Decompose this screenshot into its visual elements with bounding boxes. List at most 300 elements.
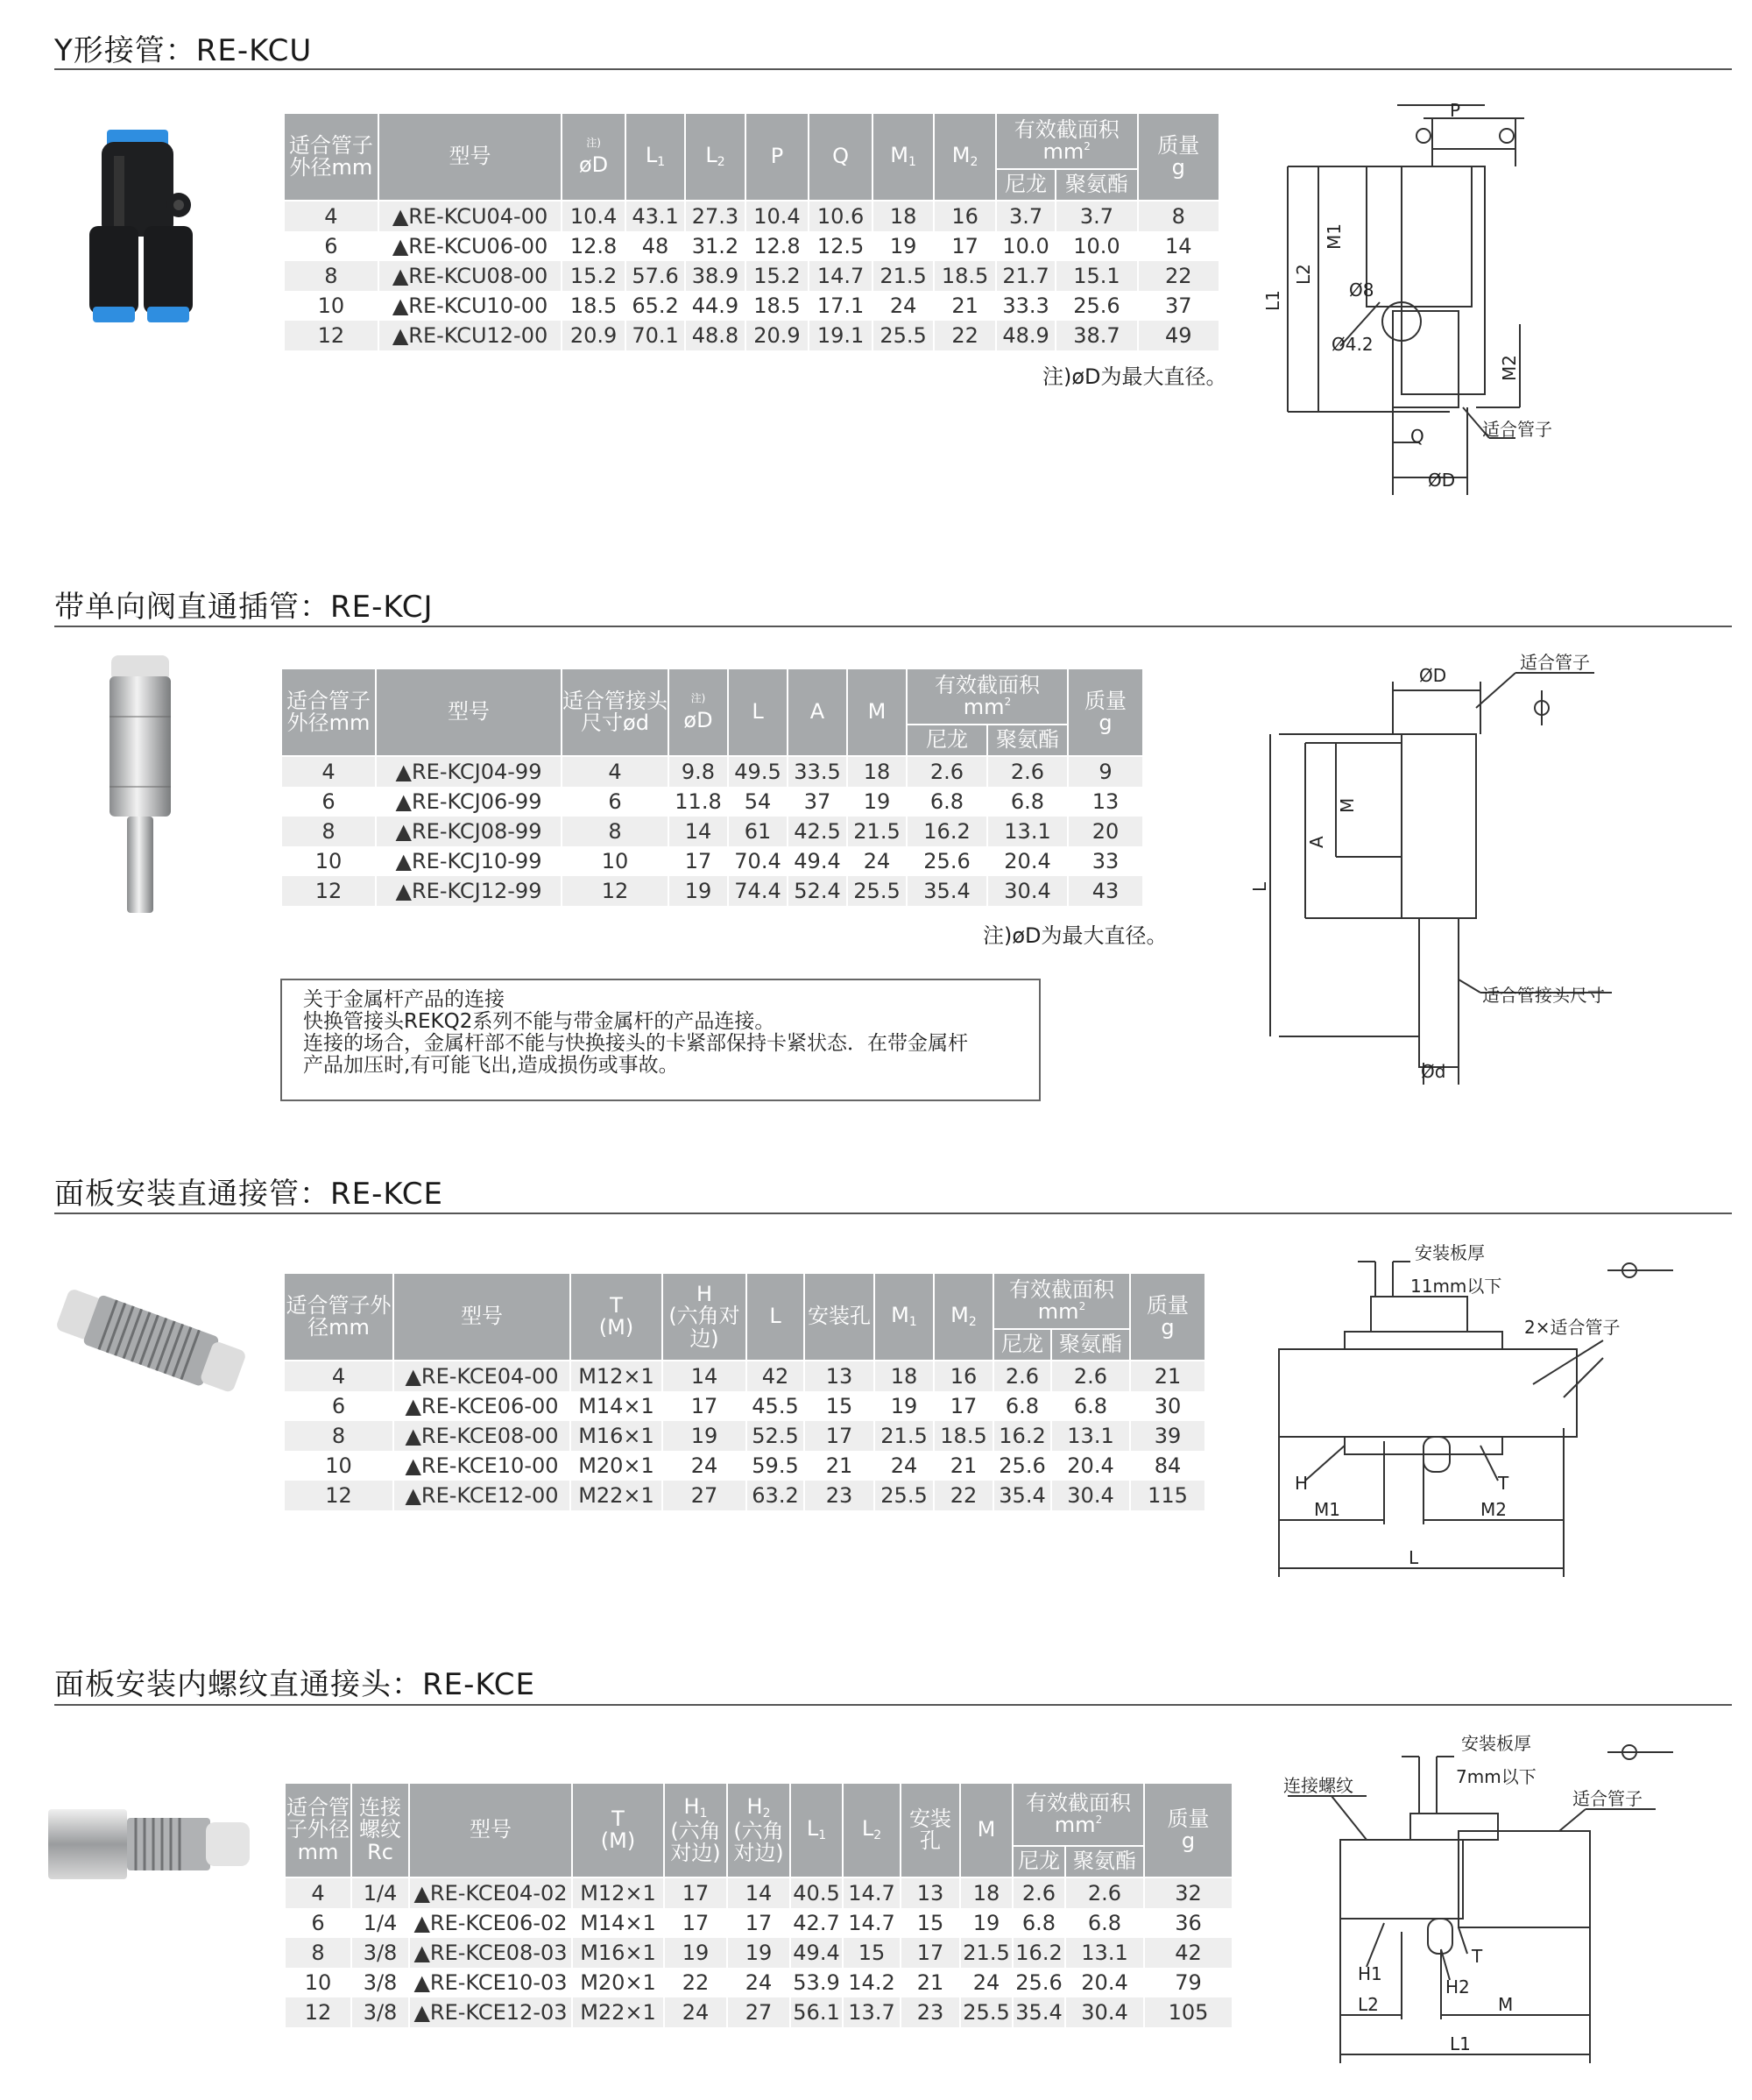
- section-title-kce-female: 面板安装内螺纹直通接头：RE-KCE: [54, 1667, 536, 1702]
- table-cell: 16.2: [1013, 1938, 1065, 1968]
- col-od: [562, 113, 625, 201]
- col-t-unit: (M): [600, 1828, 636, 1853]
- col-l: L: [746, 1273, 804, 1361]
- col-model: 型号: [393, 1273, 570, 1361]
- table-cell: 35.4: [1013, 1997, 1065, 2027]
- table-cell: 27: [727, 1997, 790, 2027]
- section-title-kcu: Y形接管：RE-KCU: [54, 33, 313, 68]
- table-cell: 11.8: [668, 787, 728, 817]
- table-cell: ▲RE-KCU04-00: [378, 201, 562, 231]
- table-cell: 8: [281, 817, 376, 846]
- table-cell: 16: [934, 201, 996, 231]
- table-cell: 12.5: [809, 231, 872, 261]
- col-m1: [874, 1273, 934, 1361]
- col-l2: [685, 113, 745, 201]
- table-cell: 30.4: [1065, 1997, 1144, 2027]
- table-cell: 30.4: [987, 876, 1068, 906]
- col-mass: [1138, 113, 1219, 201]
- table-row: [284, 321, 1219, 350]
- table-cell: 42: [746, 1361, 804, 1391]
- col-mass-unit: g: [1099, 711, 1113, 735]
- table-cell: 48: [625, 231, 685, 261]
- table-cell: 43.1: [625, 201, 685, 231]
- table-cell: 13: [804, 1361, 874, 1391]
- table-cell: 2.6: [987, 756, 1068, 787]
- table-cell: 13.1: [1065, 1938, 1144, 1968]
- label-tube: 适合管子: [1572, 1788, 1642, 1809]
- product-photo-kce-female: [44, 1796, 254, 1892]
- spec-table-kcj: [280, 668, 1144, 906]
- table-cell: 17.1: [809, 291, 872, 321]
- table-cell: ▲RE-KCU10-00: [378, 291, 562, 321]
- col-l1-label: L: [645, 143, 658, 168]
- table-cell: 63.2: [746, 1481, 804, 1510]
- col-l1-sub: 1: [657, 155, 666, 170]
- col-hole: 安装孔: [804, 1273, 874, 1361]
- table-cell: 17: [664, 1908, 727, 1938]
- table-cell: 6: [281, 787, 376, 817]
- col-h2-hex: (六角对边): [733, 1818, 784, 1865]
- dim-t: T: [1498, 1473, 1509, 1494]
- col-area-sup: 2: [1084, 140, 1091, 152]
- table-cell: 17: [901, 1938, 960, 1968]
- col-m2-label: M: [950, 1303, 969, 1328]
- dim-l1: L1: [1262, 290, 1283, 311]
- table-cell: 6: [562, 787, 668, 817]
- table-cell: 27.3: [685, 201, 745, 231]
- col-mass-unit: g: [1171, 155, 1185, 180]
- table-cell: 33.5: [788, 756, 847, 787]
- col-fit-size: 适合管接头尺寸ød: [562, 668, 668, 756]
- table-cell: 21.5: [874, 1421, 934, 1451]
- dim-l2: L2: [1293, 264, 1314, 285]
- col-mass-unit: g: [1161, 1315, 1175, 1340]
- col-m1-label: M: [891, 1303, 909, 1328]
- dim-h2: H2: [1445, 1976, 1470, 1997]
- drawing-kce: [1261, 1244, 1682, 1586]
- table-cell: 38.9: [685, 261, 745, 291]
- col-t: [570, 1273, 662, 1361]
- drawing-kcu: [1253, 92, 1552, 504]
- table-cell: 3/8: [351, 1938, 409, 1968]
- table-cell: 16.2: [907, 817, 987, 846]
- col-h: [662, 1273, 746, 1361]
- table-cell: ▲RE-KCJ04-99: [376, 756, 562, 787]
- table-cell: 21: [1130, 1361, 1205, 1391]
- section-divider: [54, 626, 1732, 627]
- warning-line: 快换管接头REKQ2系列不能与带金属杆的产品连接。: [303, 1010, 775, 1033]
- section-divider: [54, 68, 1732, 70]
- table-cell: 25.6: [993, 1451, 1051, 1481]
- col-mass-label: 质量: [1147, 1292, 1189, 1318]
- col-area-unit: mm: [963, 695, 1005, 719]
- table-cell: 14.7: [843, 1908, 901, 1938]
- dim-p: P: [1450, 100, 1461, 121]
- table-cell: 6.8: [1065, 1908, 1144, 1938]
- table-cell: 52.4: [788, 876, 847, 906]
- table-cell: 18: [960, 1877, 1013, 1908]
- table-cell: 18.5: [934, 261, 996, 291]
- table-cell: 20.9: [562, 321, 625, 350]
- table-row: [284, 1361, 1205, 1391]
- table-row: [284, 1481, 1205, 1510]
- table-cell: 12: [281, 876, 376, 906]
- table-cell: M14×1: [572, 1908, 664, 1938]
- table-cell: 35.4: [993, 1481, 1051, 1510]
- table-cell: 39: [1130, 1421, 1205, 1451]
- table-cell: 2.6: [1065, 1877, 1144, 1908]
- col-q: Q: [809, 113, 872, 201]
- col-model: 型号: [409, 1783, 572, 1877]
- table-cell: 14.7: [843, 1877, 901, 1908]
- table-cell: 49.4: [788, 846, 847, 876]
- col-l1: [790, 1783, 843, 1877]
- table-cell: 30: [1130, 1391, 1205, 1421]
- table-cell: 10: [281, 846, 376, 876]
- table-cell: 8: [284, 261, 378, 291]
- table-row: [281, 817, 1143, 846]
- table-cell: 10: [284, 291, 378, 321]
- table-cell: 27: [662, 1481, 746, 1510]
- col-area-unit: mm: [1037, 1299, 1079, 1324]
- spec-table-kce-female: [284, 1782, 1233, 2027]
- footnote-kcu: 注)øD为最大直径。: [1042, 364, 1227, 389]
- col-p: P: [745, 113, 809, 201]
- table-cell: 6: [285, 1908, 351, 1938]
- table-cell: 16.2: [993, 1421, 1051, 1451]
- table-cell: 3.7: [1056, 201, 1137, 231]
- table-cell: 38.7: [1056, 321, 1137, 350]
- drawing-kcj: [1249, 652, 1629, 1085]
- table-cell: M12×1: [572, 1877, 664, 1908]
- col-mass: [1130, 1273, 1205, 1361]
- table-row: [281, 756, 1143, 787]
- table-cell: ▲RE-KCJ12-99: [376, 876, 562, 906]
- footnote-kcj: 注)øD为最大直径。: [983, 923, 1168, 948]
- table-cell: ▲RE-KCE04-02: [409, 1877, 572, 1908]
- table-cell: 9: [1068, 756, 1143, 787]
- label-tube: 适合管子: [1520, 652, 1590, 673]
- table-cell: 19: [874, 1391, 934, 1421]
- warning-line: 关于金属杆产品的连接: [303, 988, 505, 1011]
- table-cell: 49.4: [790, 1938, 843, 1968]
- table-cell: 33.3: [996, 291, 1056, 321]
- table-cell: 10.0: [1056, 231, 1137, 261]
- dim-m2: M2: [1480, 1499, 1507, 1520]
- dim-t: T: [1472, 1946, 1483, 1967]
- col-m: M: [960, 1783, 1013, 1877]
- col-tube-od: 适合管子外径mm: [284, 1273, 393, 1361]
- col-l2-sub: 2: [873, 1828, 882, 1843]
- col-h-label: H: [696, 1282, 713, 1307]
- note-mark: 注): [690, 692, 706, 705]
- table-cell: 21.5: [872, 261, 935, 291]
- table-cell: 15.2: [562, 261, 625, 291]
- col-l2-label: L: [705, 143, 717, 168]
- table-cell: 8: [1138, 201, 1219, 231]
- col-od-label: øD: [683, 707, 713, 732]
- table-cell: M20×1: [570, 1451, 662, 1481]
- table-cell: 6.8: [1013, 1908, 1065, 1938]
- table-cell: 15: [804, 1391, 874, 1421]
- col-l1: [625, 113, 685, 201]
- table-row: [281, 787, 1143, 817]
- dim-l2: L2: [1358, 1994, 1379, 2015]
- col-area-sup: 2: [1004, 696, 1012, 708]
- dim-l1: L1: [1450, 2033, 1471, 2054]
- table-cell: 19: [664, 1938, 727, 1968]
- table-cell: 21: [934, 1451, 993, 1481]
- col-area-label: 有效截面积: [1026, 1790, 1131, 1815]
- col-m2-label: M: [951, 143, 971, 168]
- table-cell: 17: [664, 1877, 727, 1908]
- table-cell: ▲RE-KCU06-00: [378, 231, 562, 261]
- col-m2: [934, 113, 996, 201]
- col-h1: [664, 1783, 727, 1877]
- note-mark: 注): [586, 137, 601, 150]
- table-cell: 13.1: [987, 817, 1068, 846]
- table-cell: 14: [727, 1877, 790, 1908]
- table-cell: 4: [281, 756, 376, 787]
- label-plate-thickness: 安装板厚: [1415, 1242, 1485, 1263]
- table-cell: 14.2: [843, 1968, 901, 1997]
- table-cell: 42: [1144, 1938, 1233, 1968]
- table-cell: 25.5: [847, 876, 907, 906]
- table-cell: 14: [662, 1361, 746, 1391]
- table-cell: 4: [285, 1877, 351, 1908]
- col-h1-hex: (六角对边): [670, 1818, 721, 1865]
- table-cell: 115: [1130, 1481, 1205, 1510]
- table-cell: 12: [562, 876, 668, 906]
- table-cell: M12×1: [570, 1361, 662, 1391]
- table-cell: 4: [284, 1361, 393, 1391]
- col-h2-sub: 2: [762, 1806, 771, 1821]
- dim-l: L: [1249, 881, 1270, 892]
- table-cell: 15.1: [1056, 261, 1137, 291]
- table-cell: 18: [847, 756, 907, 787]
- table-cell: ▲RE-KCE08-00: [393, 1421, 570, 1451]
- table-cell: 24: [872, 291, 935, 321]
- table-cell: 6: [284, 1391, 393, 1421]
- product-photo-kcj: [101, 655, 180, 914]
- table-cell: 49.5: [728, 756, 788, 787]
- table-cell: 19: [960, 1908, 1013, 1938]
- table-cell: 61: [728, 817, 788, 846]
- table-cell: 24: [727, 1968, 790, 1997]
- table-cell: 4: [562, 756, 668, 787]
- table-cell: 32: [1144, 1877, 1233, 1908]
- col-l2-sub: 2: [717, 155, 725, 170]
- col-nylon: 尼龙: [907, 725, 987, 756]
- table-cell: M14×1: [570, 1391, 662, 1421]
- table-cell: 45.5: [746, 1391, 804, 1421]
- table-cell: ▲RE-KCU12-00: [378, 321, 562, 350]
- table-cell: 33: [1068, 846, 1143, 876]
- col-h2: [727, 1783, 790, 1877]
- table-cell: 6: [284, 231, 378, 261]
- dim-d8: Ø8: [1349, 279, 1374, 301]
- table-cell: ▲RE-KCE12-03: [409, 1997, 572, 2027]
- drawing-kce-female: [1270, 1722, 1682, 2072]
- col-area-label: 有效截面积: [1014, 117, 1120, 142]
- dim-m2: M2: [1499, 355, 1520, 381]
- col-area: [1013, 1783, 1144, 1846]
- table-cell: 18.5: [934, 1421, 993, 1451]
- dim-m1: M1: [1324, 223, 1345, 250]
- table-row: [285, 1938, 1233, 1968]
- col-pu: 聚氨酯: [1056, 169, 1137, 201]
- col-m2-sub: 2: [970, 155, 978, 170]
- label-two-tubes: 2×适合管子: [1524, 1317, 1621, 1338]
- table-cell: 25.5: [874, 1481, 934, 1510]
- table-cell: 24: [662, 1451, 746, 1481]
- table-cell: ▲RE-KCU08-00: [378, 261, 562, 291]
- table-cell: 57.6: [625, 261, 685, 291]
- col-m2-sub: 2: [968, 1315, 977, 1330]
- table-cell: 49: [1138, 321, 1219, 350]
- table-cell: 12: [285, 1997, 351, 2027]
- table-cell: 13.7: [843, 1997, 901, 2027]
- table-cell: 14.7: [809, 261, 872, 291]
- table-cell: 31.2: [685, 231, 745, 261]
- dim-m: M: [1498, 1994, 1514, 2015]
- table-cell: ▲RE-KCE10-03: [409, 1968, 572, 1997]
- col-area: [907, 668, 1068, 725]
- col-pu: 聚氨酯: [1051, 1329, 1130, 1361]
- col-area: [993, 1273, 1130, 1329]
- section-divider: [54, 1213, 1732, 1214]
- col-pu: 聚氨酯: [1065, 1846, 1144, 1877]
- spec-table-kce: [283, 1272, 1206, 1510]
- table-cell: 3/8: [351, 1968, 409, 1997]
- table-cell: 6.8: [993, 1391, 1051, 1421]
- table-cell: 13: [901, 1877, 960, 1908]
- table-cell: 10.0: [996, 231, 1056, 261]
- col-area-unit: mm: [1054, 1813, 1096, 1837]
- table-cell: 21: [934, 291, 996, 321]
- table-cell: 12: [284, 321, 378, 350]
- table-cell: 10.6: [809, 201, 872, 231]
- table-cell: 43: [1068, 876, 1143, 906]
- table-cell: M16×1: [572, 1938, 664, 1968]
- table-cell: 24: [664, 1997, 727, 2027]
- col-l1-sub: 1: [818, 1828, 827, 1843]
- table-cell: 15: [843, 1938, 901, 1968]
- table-row: [281, 846, 1143, 876]
- table-cell: 15: [901, 1908, 960, 1938]
- table-cell: 74.4: [728, 876, 788, 906]
- table-cell: 25.6: [1056, 291, 1137, 321]
- table-cell: 8: [562, 817, 668, 846]
- table-cell: 24: [960, 1968, 1013, 1997]
- table-row: [284, 1451, 1205, 1481]
- section-title-kcj: 带单向阀直通插管：RE-KCJ: [54, 590, 434, 625]
- col-nylon: 尼龙: [996, 169, 1056, 201]
- table-cell: 37: [1138, 291, 1219, 321]
- table-cell: 13.1: [1051, 1421, 1130, 1451]
- table-cell: 2.6: [993, 1361, 1051, 1391]
- table-cell: 8: [285, 1938, 351, 1968]
- table-cell: 20.4: [987, 846, 1068, 876]
- table-cell: 19.1: [809, 321, 872, 350]
- spec-table-kcu: [283, 112, 1220, 350]
- table-row: [285, 1968, 1233, 1997]
- table-row: [284, 1391, 1205, 1421]
- table-cell: 10.4: [745, 201, 809, 231]
- table-cell: 52.5: [746, 1421, 804, 1451]
- table-cell: 36: [1144, 1908, 1233, 1938]
- table-cell: 19: [872, 231, 935, 261]
- table-cell: 48.8: [685, 321, 745, 350]
- table-cell: 23: [804, 1481, 874, 1510]
- col-l2-label: L: [861, 1816, 874, 1842]
- col-tube-od: 适合管子外径mm: [285, 1783, 351, 1877]
- table-cell: 56.1: [790, 1997, 843, 2027]
- col-m1-sub: 1: [908, 1315, 917, 1330]
- table-cell: 10: [285, 1968, 351, 1997]
- col-od-label: øD: [578, 152, 609, 177]
- table-cell: 13: [1068, 787, 1143, 817]
- warning-line: 连接的场合，金属杆部不能与快换接头的卡紧部保持卡紧状态．在带金属杆: [303, 1032, 968, 1055]
- table-cell: 2.6: [1013, 1877, 1065, 1908]
- table-cell: ▲RE-KCE06-00: [393, 1391, 570, 1421]
- col-m1-label: M: [890, 143, 908, 168]
- table-cell: 35.4: [907, 876, 987, 906]
- table-cell: 9.8: [668, 756, 728, 787]
- table-cell: 48.9: [996, 321, 1056, 350]
- dim-q: Q: [1410, 426, 1424, 447]
- table-cell: 25.6: [907, 846, 987, 876]
- table-cell: 22: [934, 1481, 993, 1510]
- table-cell: 30.4: [1051, 1481, 1130, 1510]
- col-h-sub: (六角对边): [668, 1304, 740, 1351]
- table-cell: M16×1: [570, 1421, 662, 1451]
- col-t-label: T: [611, 1806, 625, 1831]
- col-t-label: T: [610, 1292, 623, 1318]
- product-photo-kcu: [63, 121, 212, 331]
- table-cell: 17: [727, 1908, 790, 1938]
- table-cell: 1/4: [351, 1877, 409, 1908]
- col-t-unit: (M): [598, 1315, 634, 1340]
- table-cell: 40.5: [790, 1877, 843, 1908]
- table-cell: 54: [728, 787, 788, 817]
- table-cell: 4: [284, 201, 378, 231]
- table-cell: 19: [668, 876, 728, 906]
- col-m1-sub: 1: [908, 155, 916, 170]
- col-m2: [934, 1273, 993, 1361]
- col-pu: 聚氨酯: [987, 725, 1068, 756]
- table-row: [285, 1908, 1233, 1938]
- table-cell: 19: [727, 1938, 790, 1968]
- table-cell: 6.8: [1051, 1391, 1130, 1421]
- table-cell: 10: [562, 846, 668, 876]
- table-row: [284, 201, 1219, 231]
- table-cell: 17: [934, 1391, 993, 1421]
- table-cell: 18: [874, 1361, 934, 1391]
- table-cell: 24: [847, 846, 907, 876]
- label-fit-size: 适合管接头尺寸: [1482, 985, 1605, 1006]
- col-mass-unit: g: [1181, 1828, 1196, 1853]
- table-row: [285, 1997, 1233, 2027]
- dim-d42: Ø4.2: [1332, 334, 1374, 355]
- col-nylon: 尼龙: [993, 1329, 1051, 1361]
- table-cell: ▲RE-KCE12-00: [393, 1481, 570, 1510]
- table-cell: M22×1: [570, 1481, 662, 1510]
- col-l2: [843, 1783, 901, 1877]
- col-od: [668, 668, 728, 756]
- table-cell: 17: [662, 1391, 746, 1421]
- table-cell: 70.1: [625, 321, 685, 350]
